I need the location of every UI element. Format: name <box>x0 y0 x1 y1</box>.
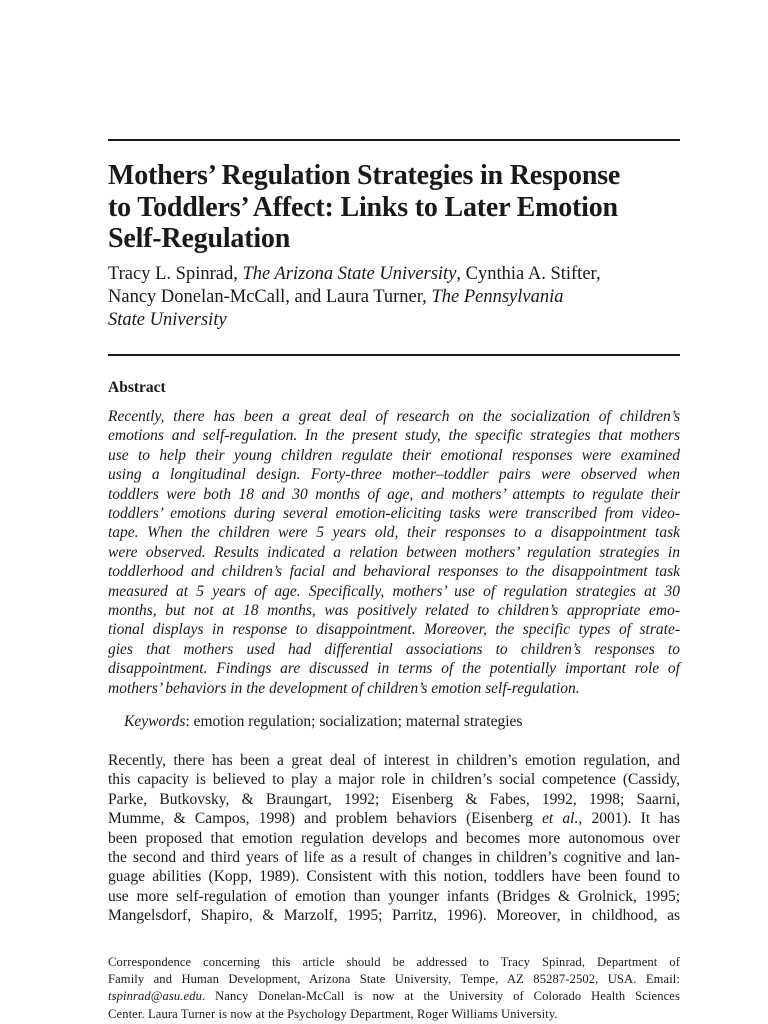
footnote-line-3-post: . Nancy Donelan-McCall is now at the University of Colorado Health Sciences <box>202 989 680 1004</box>
abstract-line: toddlers’ emotions during several emotion-eliciting tasks were transcribed from video- <box>108 505 680 523</box>
footnote-line <box>108 988 680 1005</box>
abstract-line: tional displays in response to disappointment. Moreover, the specific types of strate- <box>108 621 680 639</box>
correspondence-footnote <box>108 954 680 1023</box>
footnote-line: Family and Human Development, Arizona State University, Tempe, AZ 85287-2502, USA. Email: <box>108 972 680 987</box>
abstract-line: measured at 5 years of age. Specifically, mothers’ use of regulation strategies at 30 <box>108 582 680 600</box>
title-line-3: Self-Regulation <box>108 223 291 254</box>
author-1-name: Tracy L. Spinrad, <box>108 264 238 284</box>
body-line: been proposed that emotion regulation develops and becomes more autonomous over <box>108 829 680 847</box>
title-line-1: Mothers’ Regulation Strategies in Response <box>108 160 621 191</box>
abstract-line: Recently, there has been a great deal of research on the socialization of children’s <box>108 408 680 425</box>
body-line: use more self-regulation of emotion than younger infants (Bridges & Grolnick, 1995; <box>108 887 680 905</box>
abstract-line: emotions and self-regulation. In the present study, the specific strategies that mothers <box>108 427 680 445</box>
abstract-line: toddlers were both 18 and 30 months of age, and mothers’ attempts to regulate their <box>108 485 680 503</box>
author-3-affiliation-2: State University <box>108 310 227 330</box>
bottom-rule <box>108 354 680 356</box>
author-1-affiliation: The Arizona State University <box>242 264 457 284</box>
abstract-line: disappointment. Findings are discussed in terms of the potentially important role of <box>108 660 680 678</box>
abstract-line: mothers’ behaviors in the development of children’s emotion self-regulation. <box>108 679 580 697</box>
footnote-line: Center. Laura Turner is now at the Psychology Department, Roger Williams University. <box>108 1006 558 1021</box>
abstract-line: using a longitudinal design. Forty-three mother–toddler pairs were observed when <box>108 466 680 484</box>
body-text <box>108 751 680 926</box>
abstract-heading: Abstract <box>108 379 166 396</box>
body-line-4-pre: Mumme, & Campos, 1998) and problem behaviors (Eisenberg <box>108 810 543 828</box>
title-line-2: to Toddlers’ Affect: Links to Later Emotion <box>108 191 618 223</box>
body-line: Parke, Butkovsky, & Braungart, 1992; Eisenberg & Fabes, 1992, 1998; Saarni, <box>108 790 680 808</box>
body-line: this capacity is believed to play a major role in children’s social competence (Cassidy, <box>108 771 680 789</box>
abstract-line: gies that mothers used had differential associations to children’s responses to <box>108 640 680 658</box>
footnote-line: Correspondence concerning this article should be addressed to Tracy Spinrad, Department of <box>108 955 680 969</box>
keywords-label: Keywords <box>124 713 186 730</box>
author-2-name: , Cynthia A. Stifter, <box>456 264 601 284</box>
abstract-line: months, but not at 18 months, was positively related to children’s appropriate emo- <box>108 602 680 620</box>
abstract-text <box>108 407 680 698</box>
body-line-4-post: , 2001). It has <box>578 810 681 828</box>
body-line: Recently, there has been a great deal of interest in children’s emotion regulation, and <box>108 752 680 769</box>
abstract-line: use to help their young children regulate their emotional responses were examined <box>108 446 680 464</box>
body-line-4-em: et al. <box>542 810 579 828</box>
author-3-affiliation-1: The Pennsylvania <box>431 287 564 307</box>
abstract-line: tape. When the children were 5 years old, their responses to a disappointment task <box>108 524 680 542</box>
body-line <box>108 809 680 828</box>
body-line: the second and third years of life as a result of changes in children’s cognitive and lan- <box>108 849 680 867</box>
keywords-text: : emotion regulation; socialization; maternal strategies <box>185 713 523 730</box>
keywords <box>124 712 522 732</box>
author-list <box>108 263 680 332</box>
abstract-line: were observed. Results indicated a relation between mothers’ regulation strategies in <box>108 543 680 561</box>
author-3-name: Nancy Donelan-McCall, and Laura Turner, <box>108 287 427 307</box>
body-line: guage abilities (Kopp, 1989). Consistent with this notion, toddlers have been found to <box>108 868 680 886</box>
correspondence-email: tspinrad@asu.edu <box>108 989 202 1004</box>
article-title <box>108 160 680 255</box>
body-line: Mangelsdorf, Shapiro, & Marzolf, 1995; Parritz, 1996). Moreover, in childhood, as <box>108 907 680 925</box>
abstract-line: toddlerhood and children’s facial and behavioral responses to the disappointment task <box>108 563 680 581</box>
top-rule <box>108 139 680 141</box>
